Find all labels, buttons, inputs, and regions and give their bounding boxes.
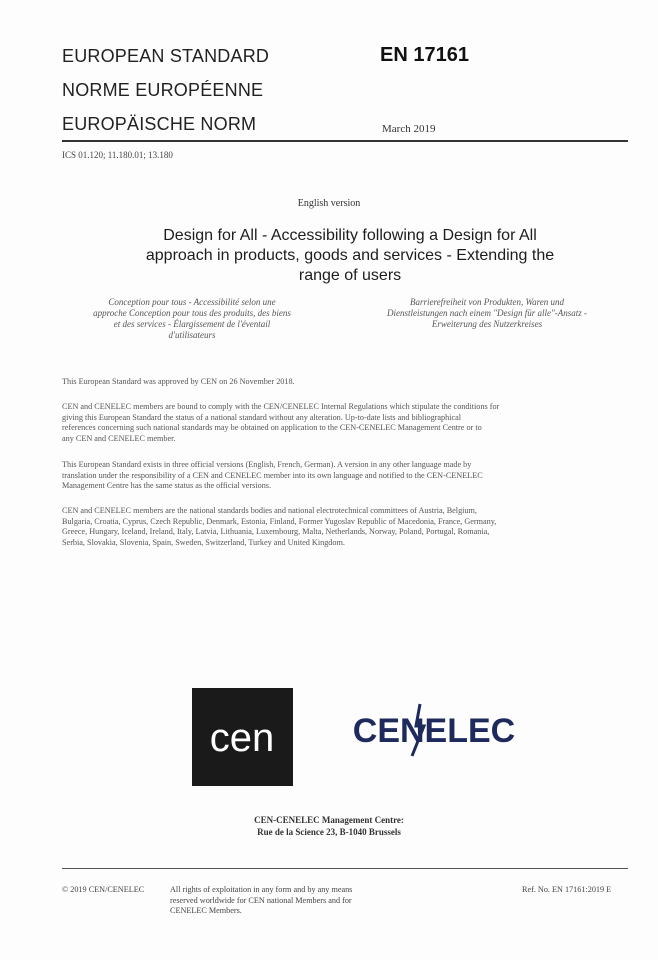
french-title-line: d'utilisateurs [168,330,216,340]
paragraph-line: any CEN and CENELEC member. [62,433,176,443]
french-title-line: et des services - Élargissement de l'éventail [113,319,271,329]
german-title-line: Dienstleistungen nach einem "Design für alle"-Ansatz - [386,308,588,318]
paragraph-line: giving this European Standard the status of a national standard without any alteration. Up-to-date lists and bibliographical [62,412,462,422]
paragraph-line: Bulgaria, Croatia, Cyprus, Czech Republic, Denmark, Estonia, Finland, Former Yugoslav Republic of Macedonia, France, Germany, [62,516,497,526]
french-title-line: Conception pour tous - Accessibilité selon une [108,297,276,307]
cenelec-logo-text: CENELEC [352,712,516,750]
standard-number: EN 17161 [380,44,469,66]
paragraph-line: CEN and CENELEC members are bound to comply with the CEN/CENELEC Internal Regulations which stipulate the conditions for [62,402,500,411]
publication-date: March 2019 [382,123,436,135]
paragraph-line: This European Standard exists in three official versions (English, French, German). A version in any other language made by [62,460,472,469]
french-title-line: approche Conception pour tous des produits, des biens [93,308,291,318]
paragraph-line: Serbia, Slovakia, Slovenia, Spain, Sweden, Switzerland, Turkey and United Kingdom. [62,537,345,547]
footer-divider [62,868,628,869]
management-centre-name: CEN-CENELEC Management Centre: [254,815,404,825]
rights-line: All rights of exploitation in any form and by any means [170,885,353,894]
paragraph-line: Management Centre has the same status as the official versions. [62,481,272,491]
approval-paragraph [62,377,628,388]
cenelec-logo [350,700,518,760]
ics-codes: ICS 01.120; 11.180.01; 13.180 [62,150,173,160]
cen-logo-text: cen [209,716,275,760]
national-bodies-paragraph [62,506,628,548]
french-title [82,297,302,341]
management-centre [0,814,658,838]
members-paragraph [62,402,628,444]
management-centre-address: Rue de la Science 23, B-1040 Brussels [257,827,401,837]
paragraph-line: CEN and CENELEC members are the national standards bodies and national electrotechnical committees of Austria, Belgium, [62,506,477,515]
rights-line: CENELEC Members. [170,906,242,916]
copyright-notice: © 2019 CEN/CENELEC [62,885,145,894]
paragraph-line: This European Standard was approved by CEN on 26 November 2018. [62,377,295,386]
paragraph-line: Greece, Hungary, Iceland, Ireland, Italy, Latvia, Lithuania, Luxembourg, Malta, Netherlands, Norway, Poland, Portugal, Romania, [62,527,490,537]
reference-number: Ref. No. EN 17161:2019 E [522,885,612,894]
rights-line: reserved worldwide for CEN national Members and for [170,895,352,905]
document-title [120,226,580,286]
paragraph-line: references concerning such national standards may be obtained on application to the CEN-CENELEC Management Centre or to [62,423,482,433]
german-title [372,297,602,330]
version-label: English version [297,198,361,209]
german-title-line: Erweiterung des Nutzerkreises [431,319,543,329]
title-line: Design for All - Accessibility following a Design for All [163,227,537,244]
standard-label-german: EUROPÄISCHE NORM [62,114,257,134]
standard-label-french: NORME EUROPÉENNE [62,80,264,100]
german-title-line: Barrierefreiheit von Produkten, Waren und [409,297,565,307]
title-line: approach in products, goods and services - Extending the [145,247,555,264]
paragraph-line: translation under the responsibility of a CEN and CENELEC member into its own language and notified to the CEN-CENELEC [62,470,483,480]
title-line: range of users [298,267,402,284]
rights-statement [170,885,410,917]
versions-paragraph [62,460,628,492]
header-divider [62,140,628,142]
cen-logo [192,688,293,786]
standard-label-english: EUROPEAN STANDARD [62,46,270,66]
